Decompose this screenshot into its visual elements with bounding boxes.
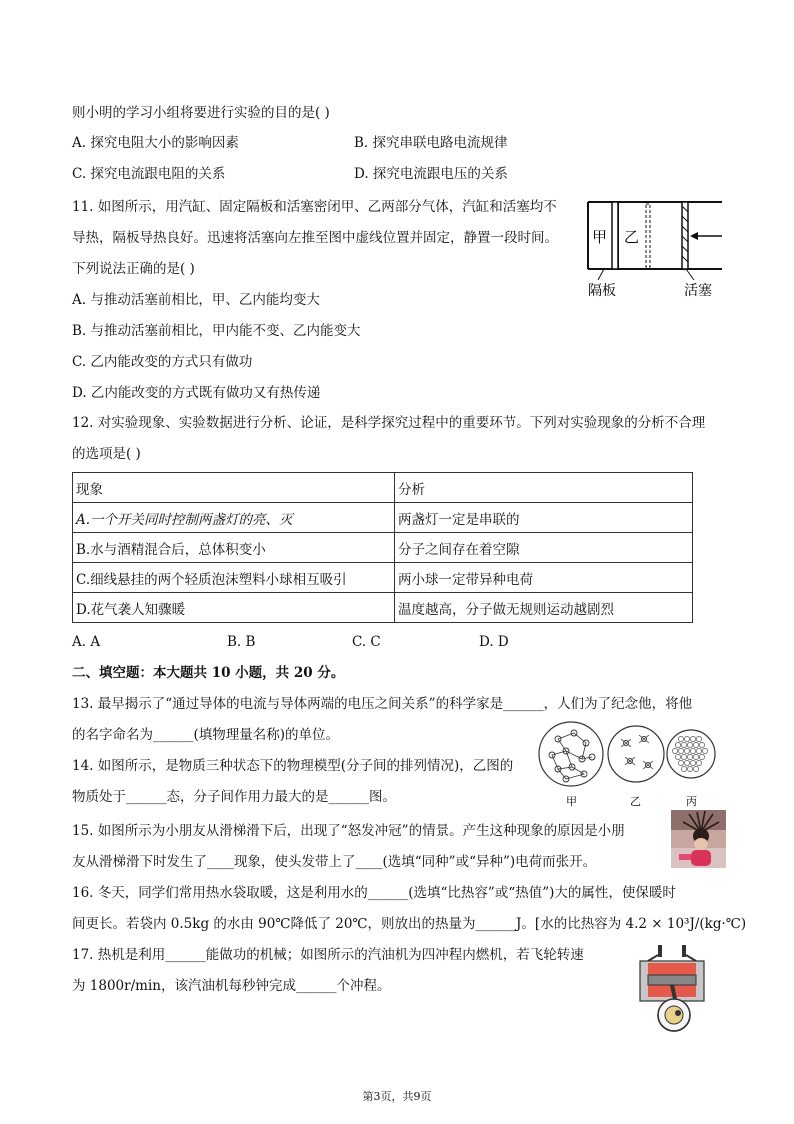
model-yi [608, 726, 664, 782]
q11-line1: 11. 如图所示，用汽缸、固定隔板和活塞密闭甲、乙两部分气体，汽缸和活塞均不 [72, 199, 557, 215]
table-cell: 温度越高，分子做无规则运动越剧烈 [395, 593, 693, 623]
q10-tail: 则小明的学习小组将要进行实验的目的是( ) [72, 105, 330, 121]
table-row [73, 473, 693, 503]
q10-option-b: B. 探究串联电路电流规律 [354, 135, 508, 151]
partition-plate [612, 202, 618, 269]
page-footer: 第3页，共9页 [362, 1090, 432, 1103]
q12-option-c: C. C [352, 634, 381, 650]
label-yi: 乙 [624, 228, 640, 246]
model-label-jia: 甲 [566, 795, 577, 808]
q12-option-d: D. D [479, 634, 509, 650]
table-cell: 两小球一定带异种电荷 [395, 563, 693, 593]
q12-line1: 12. 对实验现象、实验数据进行分析、论证，是科学探究过程中的重要环节。下列对实验现象的分析不合理 [72, 415, 706, 431]
section-heading: 二、填空题：本大题共 10 小题，共 20 分。 [72, 665, 345, 681]
table-cell: 分子之间存在着空隙 [395, 533, 693, 563]
child-hair-photo [671, 810, 726, 868]
q13-line2: 的名字命名为______(填物理量名称)的单位。 [72, 727, 340, 743]
q12-option-b: B. B [227, 634, 256, 650]
q13-line1: 13. 最早揭示了“通过导体的电流与导体两端的电压之间关系”的科学家是______，人们为了纪念他，将他 [72, 696, 693, 712]
molecule-models-figure [536, 719, 716, 811]
q17-line1: 17. 热机是利用______能做功的机械；如图所示的汽油机为四冲程内燃机，若飞轮转速 [72, 947, 584, 963]
q11-line2: 导热，隔板导热良好。迅速将活塞向左推至图中虚线位置并固定，静置一段时间。 [72, 230, 558, 246]
q16-line1: 16. 冬天，同学们常用热水袋取暖，这是利用水的______(选填“比热容”或“热值”)大的属性，使保暖时 [72, 885, 676, 901]
dashed-position [646, 204, 650, 267]
model-label-yi: 乙 [630, 795, 641, 808]
table-cell: B.水与酒精混合后，总体积变小 [73, 533, 395, 563]
q15-line2: 友从滑梯滑下时发生了____现象，使头发带上了____(选填“同种”或“异种”)电荷而张开。 [72, 854, 597, 870]
table-row [73, 563, 693, 593]
label-partition: 隔板 [588, 283, 616, 299]
engine-figure [634, 941, 710, 1035]
q10-option-d: D. 探究电流跟电压的关系 [354, 166, 508, 182]
table-row [73, 503, 693, 533]
push-arrow-icon [690, 232, 698, 240]
q10-option-c: C. 探究电流跟电阻的关系 [72, 166, 226, 182]
q16-line2: 间更长。若袋内 0.5kg 的水由 90℃降低了 20℃，则放出的热量为______J。[水的比热容为 4.2 × 10³J/(kg·℃) [72, 916, 747, 932]
q14-line1: 14. 如图所示，是物质三种状态下的物理模型(分子间的排列情况)，乙图的 [72, 758, 514, 774]
q10-option-a: A. 探究电阻大小的影响因素 [72, 135, 239, 151]
model-label-bing: 丙 [686, 795, 697, 808]
q11-line3: 下列说法正确的是( ) [72, 261, 195, 277]
q11-option-c: C. 乙内能改变的方式只有做功 [72, 354, 253, 370]
table-header-analysis: 分析 [395, 473, 693, 503]
table-cell: C.细线悬挂的两个轻质泡沫塑料小球相互吸引 [73, 563, 395, 593]
table-cell: D.花气袭人知骤暖 [73, 593, 395, 623]
q11-option-a: A. 与推动活塞前相比，甲、乙内能均变大 [72, 292, 320, 308]
table-header-phenomenon: 现象 [73, 473, 395, 503]
cylinder-figure [582, 196, 728, 300]
q11-option-d: D. 乙内能改变的方式既有做功又有热传递 [72, 385, 321, 401]
q11-option-b: B. 与推动活塞前相比，甲内能不变、乙内能变大 [72, 323, 361, 339]
q12-line2: 的选项是( ) [72, 446, 141, 462]
table-row [73, 593, 693, 623]
model-jia [539, 722, 603, 786]
q14-line2: 物质处于______态，分子间作用力最大的是______图。 [72, 789, 396, 805]
q17-line2: 为 1800r/min，该汽油机每秒钟完成______个冲程。 [72, 978, 391, 994]
table-cell: 两盏灯一定是串联的 [395, 503, 693, 533]
table-row [73, 533, 693, 563]
q15-line1: 15. 如图所示为小朋友从滑梯滑下后，出现了“怒发冲冠”的情景。产生这种现象的原因是小朋 [72, 823, 625, 839]
label-piston: 活塞 [684, 283, 712, 299]
q12-option-a: A. A [72, 634, 101, 650]
model-bing [667, 730, 715, 778]
label-jia: 甲 [592, 228, 608, 246]
table-cell: A.一个开关同时控制两盏灯的亮、灭 [73, 503, 395, 533]
q12-table [72, 472, 693, 623]
